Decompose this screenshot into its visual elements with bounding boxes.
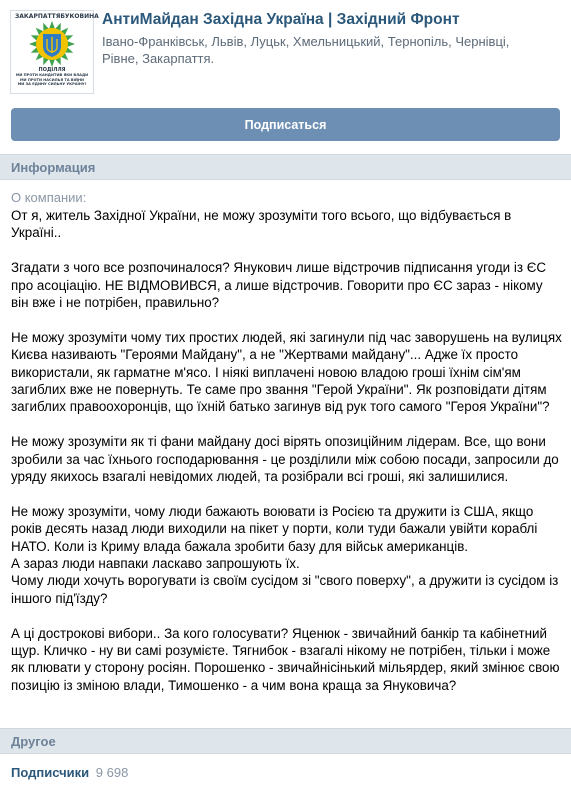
about-paragraph: От я, житель Західної України, не можу зрозуміти того всього, що відбувається в Україні.. bbox=[11, 208, 512, 241]
subscribers-count: 9 698 bbox=[95, 765, 129, 780]
group-subtitle: Івано-Франківськ, Львів, Луцьк, Хмельницький, Тернопіль, Чернівці, Рівне, Закарпаття. bbox=[102, 34, 510, 66]
avatar-region-caption: ПОДІЛЛЯ bbox=[38, 67, 66, 73]
coat-of-arms-icon bbox=[29, 21, 75, 67]
about-paragraph: Не можу зрозуміти, чому люди бажають воювати із Росією та дружити із США, якщо років десять назад люди виходили на пікет у порти, коли туди бажали увійти кораблі НАТО. Коли із Криму влада бажала зробити базу для військ американців. А зараз люди навпаки ласкаво запрошують їх. Чому люди хочуть ворогувати із своїм сусідом зі "свого поверху", а дружити із сусідом із іншого під'їзду? bbox=[11, 503, 559, 606]
subscribers-link[interactable] bbox=[11, 765, 128, 780]
avatar-top-row bbox=[11, 11, 99, 20]
avatar-caption-right: БУКОВИНА bbox=[60, 13, 99, 20]
about-paragraph: Не можу зрозуміти чому тих простих людей, які загинули під час заворушень на вулицях Києва називають "Героями Майдану", а не "Жертвами майдану"... Адже їх просто використали, як гарматне м'ясо. І ніякі виплачені новою владою гроші їхнім сім'ям загиблих вже не повернуть. Те саме про звання "Герой України". Як розповідати дітям загиблих правоохоронців, що їхній батько загинув від рук того самого "Героя України"? bbox=[11, 329, 562, 415]
avatar-caption-left: ЗАКАРПАТТЯ bbox=[15, 13, 61, 20]
group-title: АнтиМайдан Західна Україна | Західний Фронт bbox=[102, 11, 460, 28]
about-paragraph: Не можу зрозуміти як ті фани майдану досі вірять опозиційним лідерам. Все, що вони зробили за час їхнього господарювання - це розділили між собою посади, запросили до уряду якихось взагалі невідомих людей, та розібрали всі гроші, які залишилися. bbox=[11, 434, 559, 485]
about-label: О компании: bbox=[11, 190, 87, 205]
group-header bbox=[0, 0, 571, 100]
section-header-information: Информация bbox=[0, 154, 571, 180]
about-text bbox=[11, 207, 563, 712]
avatar-slogan: МИ ПРОТИ КАНДИТИВ ЯКИ ВЛАДИ МИ ПРОТИ НАСИЛЬЯ ТА ВІЙНИ МИ ЗА ЄДИНУ СИЛЬНУ УКРАЇНУ! bbox=[15, 73, 89, 86]
section-header-other: Другое bbox=[0, 728, 571, 754]
group-avatar[interactable] bbox=[10, 10, 99, 94]
subscribe-button[interactable]: Подписаться bbox=[11, 108, 560, 141]
about-paragraph: Згадати з чого все розпочиналося? Янукович лише відстрочив підписання угоди із ЄС про асоціацію. НЕ ВІДМОВИВСЯ, а лише відстрочив. Говорити про ЄС зараз - нікому він вже і не потрібен, правильно? bbox=[11, 260, 546, 311]
subscribers-label: Подписчики bbox=[11, 765, 90, 780]
about-paragraph: А ці дострокові вибори.. За кого голосувати? Яценюк - звичайний банкір та кабінетний щур. Кличко - ну ви самі розумієте. Тягнибок - взагалі нікому не потрібен, тільки і може як плювати у сторону росіян. Порошенко - звичайнісінький мільярдер, який змінює свою позицію із зміною влади, Тимошенко - а чим вона краща за Януковича? bbox=[11, 625, 560, 693]
